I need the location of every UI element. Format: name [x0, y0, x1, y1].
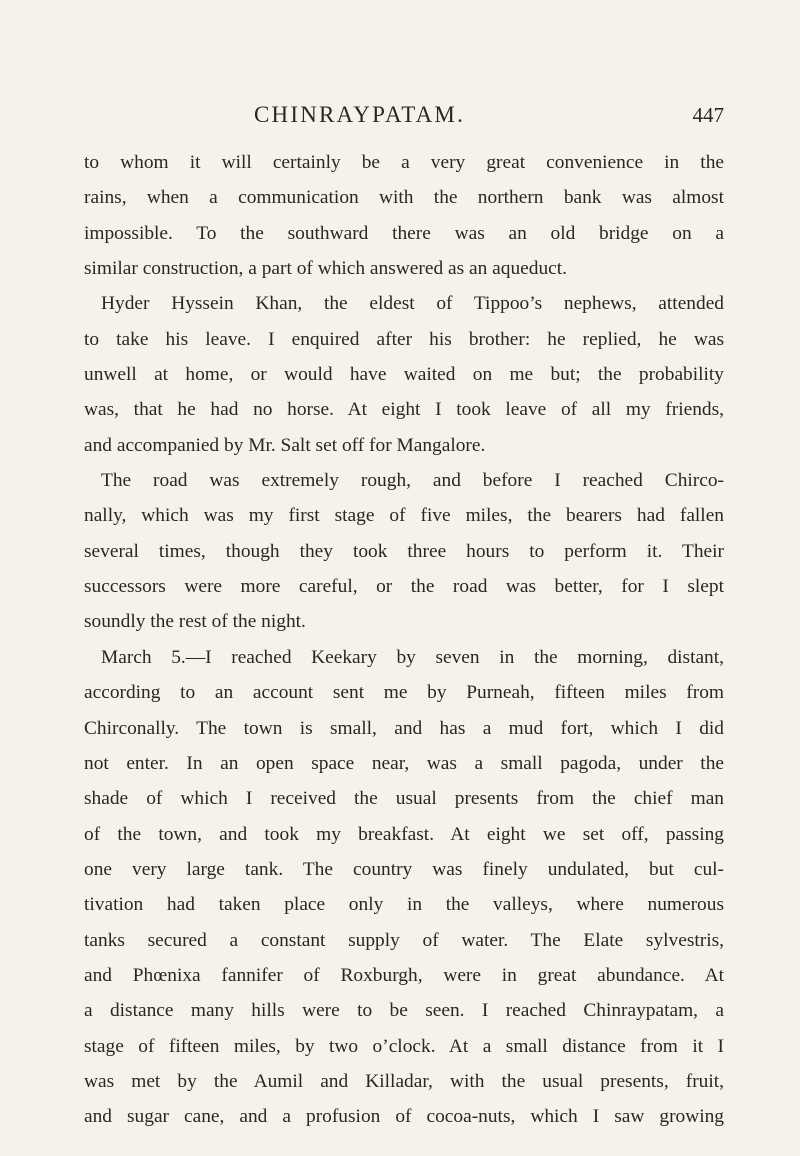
text-line: was met by the Aumil and Killadar, with the usual presents, fruit, [84, 1070, 724, 1092]
body-text [84, 145, 724, 1135]
text-line: tivation had taken place only in the valleys, where numerous [84, 894, 724, 916]
text-line: stage of fifteen miles, by two o’clock. At a small distance from it I [84, 1035, 724, 1057]
page-header [84, 102, 724, 134]
text-line: a distance many hills were to be seen. I reached Chinraypatam, a [84, 1000, 724, 1022]
text-line: successors were more careful, or the road was better, for I slept [84, 576, 724, 598]
text-line: was, that he had no horse. At eight I took leave of all my friends, [84, 399, 724, 421]
page-number: 447 [692, 103, 724, 127]
text-line: and Phœnixa fannifer of Roxburgh, were in great abundance. At [84, 964, 724, 986]
text-line: soundly the rest of the night. [84, 611, 306, 633]
text-line: and accompanied by Mr. Salt set off for Mangalore. [84, 434, 486, 456]
text-line: according to an account sent me by Purneah, fifteen miles from [84, 682, 724, 704]
text-line: not enter. In an open space near, was a small pagoda, under the [84, 752, 724, 774]
text-line: to take his leave. I enquired after his brother: he replied, he was [84, 328, 724, 350]
text-line: similar construction, a part of which answered as an aqueduct. [84, 258, 567, 280]
text-line: shade of which I received the usual presents from the chief man [84, 788, 724, 810]
text-line: unwell at home, or would have waited on me but; the probability [84, 364, 724, 386]
text-line: of the town, and took my breakfast. At eight we set off, passing [84, 823, 724, 845]
text-line: several times, though they took three hours to perform it. Their [84, 540, 724, 562]
text-line: to whom it will certainly be a very great convenience in the [84, 152, 724, 173]
text-line: March 5.—I reached Keekary by seven in the morning, distant, [101, 646, 724, 668]
text-line: Chirconally. The town is small, and has a mud fort, which I did [84, 717, 724, 739]
text-line: impossible. To the southward there was an old bridge on a [84, 222, 724, 244]
text-line: and sugar cane, and a profusion of cocoa-nuts, which I saw growing [84, 1106, 724, 1128]
text-line: rains, when a communication with the northern bank was almost [84, 187, 724, 209]
text-line: Hyder Hyssein Khan, the eldest of Tippoo’s nephews, attended [101, 293, 724, 315]
running-title: CHINRAYPATAM. [254, 102, 466, 127]
text-line: nally, which was my first stage of five miles, the bearers had fallen [84, 505, 724, 527]
text-line: one very large tank. The country was finely undulated, but cul- [84, 858, 724, 880]
text-line: tanks secured a constant supply of water. The Elate sylvestris, [84, 929, 724, 951]
text-line: The road was extremely rough, and before I reached Chirco- [101, 470, 724, 492]
